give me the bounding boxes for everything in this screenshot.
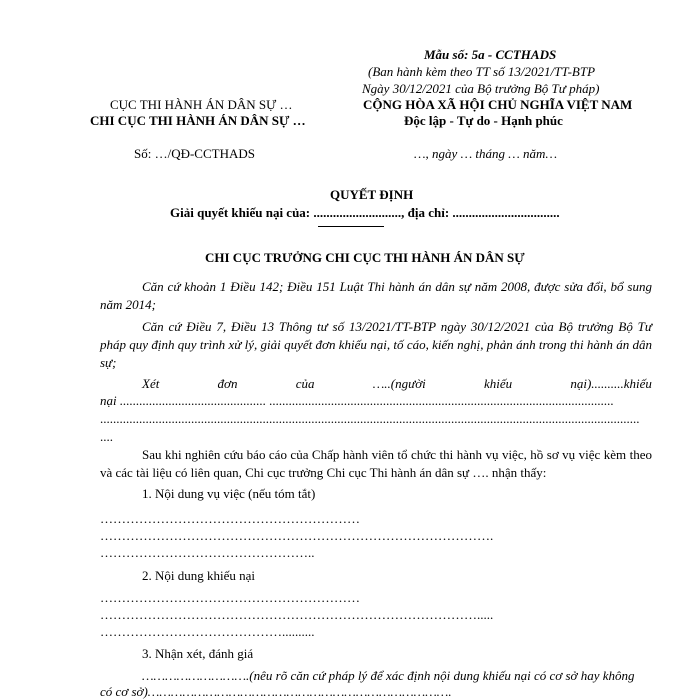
section-1-heading: 1. Nội dung vụ việc (nếu tóm tắt) [142,486,316,501]
consider-word: …..(người [372,376,426,391]
consider-line-3: ...................................................................................................................................................................... [100,411,640,426]
consider-word: của [295,376,315,391]
consider-line-2: nại ............................................. .......................................................................................................... [100,393,614,408]
form-code: Mẫu số: 5a - CCTHADS [424,47,557,62]
section-2-heading: 2. Nội dung khiếu nại [142,568,256,583]
document-title: QUYẾT ĐỊNH [330,187,414,202]
sub-agency-name: CHI CỤC THI HÀNH ÁN DÂN SỰ … [90,113,306,128]
consider-word: đơn [217,376,238,391]
consider-word: Xét [142,376,160,391]
section-2-line: ……………………………………………………………………………..... [100,607,494,622]
legal-basis-1: Căn cứ khoản 1 Điều 142; Điều 151 Luật Thi hành án dân sự năm 2008, được sửa đổi, bổ sung năm 2014; [100,279,652,312]
section-1-line: …………………………………………………… [100,511,360,526]
document-subtitle: Giải quyết khiếu nại của: ..........................., địa chỉ: ................................. [170,205,560,220]
section-3-lead: ……………………….(nêu rõ căn cứ pháp lý để xác định nội dung khiếu nại có cơ sở hay không [142,668,635,683]
legal-basis-2: Căn cứ Điều 7, Điều 13 Thông tư số 13/2021/TT-BTP ngày 30/12/2021 của Bộ trưởng Bộ Tư pháp quy định quy trình xử lý, giải quyết đơn khiếu nại, tố cáo, kiến nghị, phản ánh trong thi hành án dân sự; [100,319,652,370]
nation-title: CỘNG HÒA XÃ HỘI CHỦ NGHĨA VIỆT NAM [363,97,633,112]
section-3-heading: 3. Nhận xét, đánh giá [142,646,254,661]
agency-name: CỤC THI HÀNH ÁN DÂN SỰ … [110,97,293,112]
section-2-line: …………………………………….......... [100,624,315,639]
consider-line-4: .... [100,429,113,444]
section-3-lead-2: có cơ sở)……………………………………………………………………. [100,684,452,699]
section-1-line: ………………………………………………………………………………. [100,528,494,543]
consider-word: khiếu [483,376,513,391]
form-issued-line2: Ngày 30/12/2021 của Bộ trưởng Bộ Tư pháp) [362,81,600,96]
title-underline [318,226,384,227]
consider-line [100,376,652,392]
findings-intro: Sau khi nghiên cứu báo cáo của Chấp hành viên tổ chức thi hành vụ việc, hồ sơ vụ việc kèm theo và các tài liệu có liên quan, Chi cục trưởng Chi cục Thi hành án dân sự …. nhận thấy: [100,447,652,480]
consider-word: nại)..........khiếu [570,376,652,391]
authority-heading: CHI CỤC TRƯỞNG CHI CỤC THI HÀNH ÁN DÂN SỰ [205,250,525,265]
document-date: …, ngày … tháng … năm… [414,146,558,161]
section-2-line: …………………………………………………… [100,590,360,605]
motto: Độc lập - Tự do - Hạnh phúc [404,113,563,128]
section-1-line: ………………………………………….. [100,545,315,560]
form-issued-line1: (Ban hành kèm theo TT số 13/2021/TT-BTP [368,64,596,79]
document-number: Số: …/QĐ-CCTHADS [134,146,255,161]
